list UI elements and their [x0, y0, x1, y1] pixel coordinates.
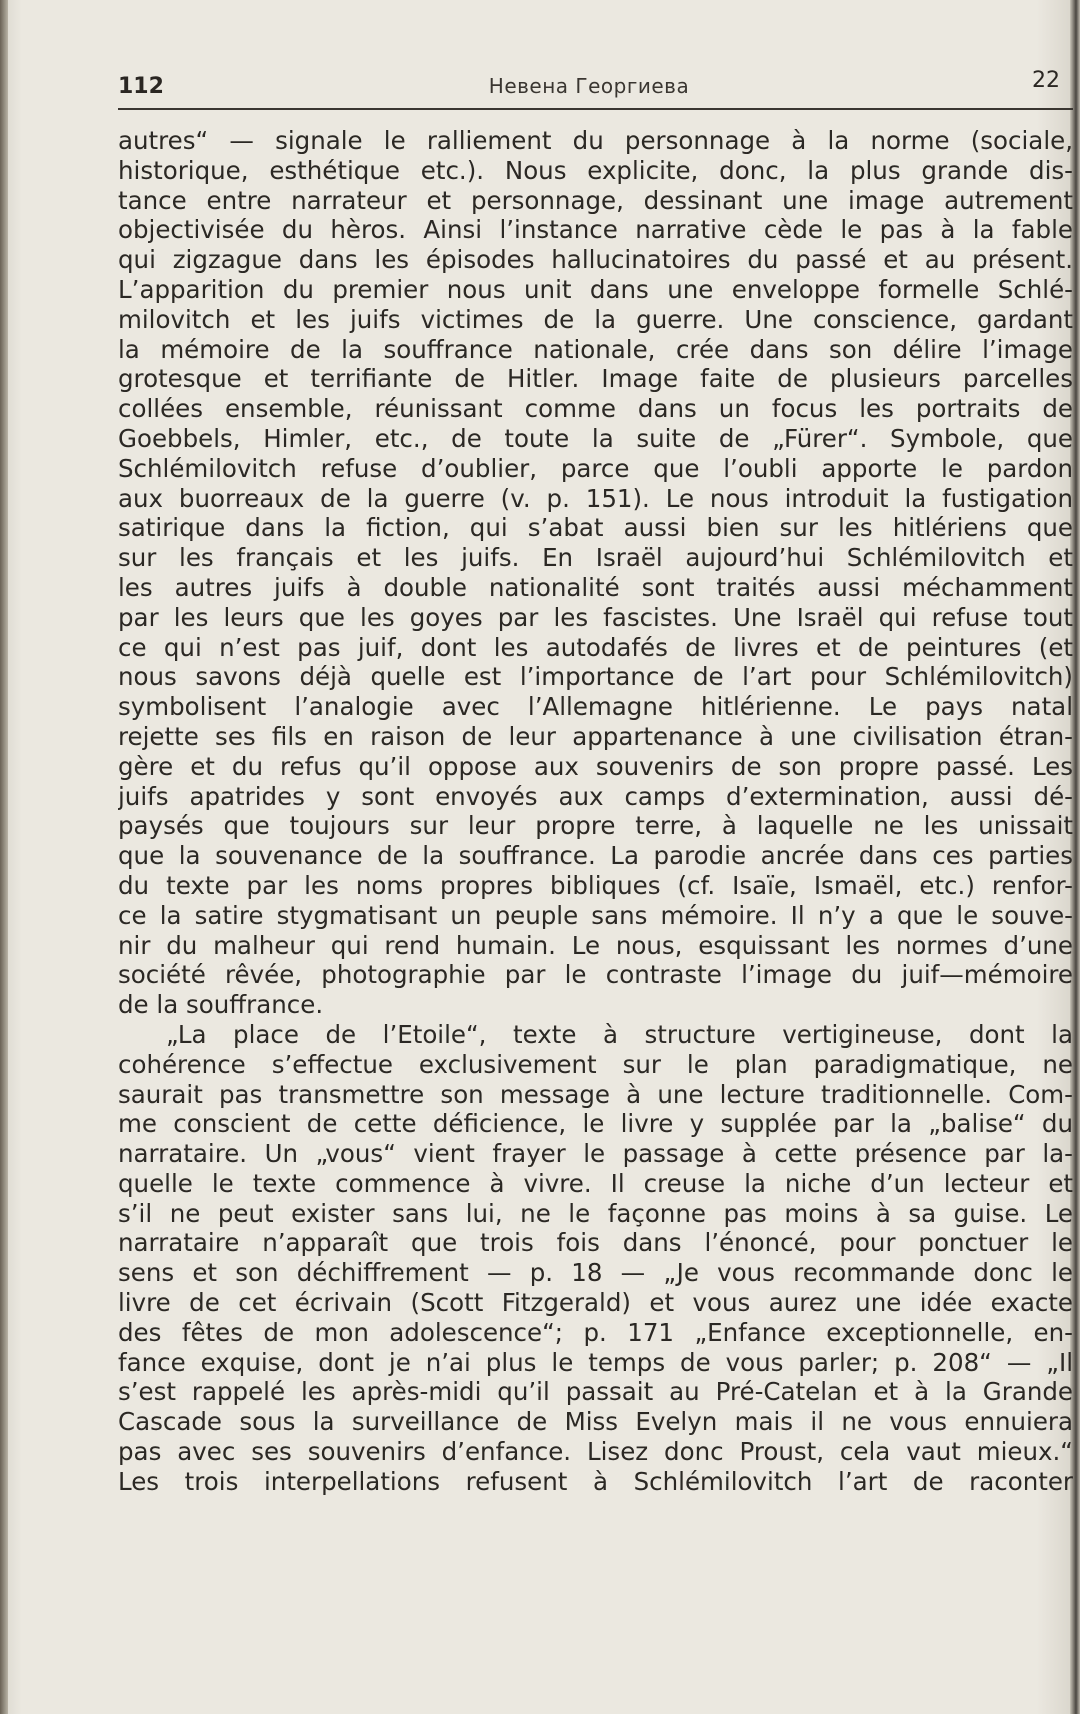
text-line: qui zigzague dans les épisodes hallucinatoires du passé et au présent. — [118, 245, 1073, 275]
text-line: historique, esthétique etc.). Nous explicite, donc, la plus grande dis- — [118, 155, 1073, 185]
text-line: milovitch et les juifs victimes de la guerre. Une conscience, gardant — [118, 304, 1073, 334]
text-line: livre de cet écrivain (Scott Fitzgerald) et vous aurez une idée exacte — [118, 1288, 1073, 1318]
text-line: saurait pas transmettre son message à une lecture traditionnelle. Com- — [118, 1079, 1073, 1109]
text-line: des fêtes de mon adolescence“; p. 171 „Enfance exceptionnelle, en- — [118, 1317, 1073, 1347]
text-line: ce la satire stygmatisant un peuple sans mémoire. Il n’y a que le souve- — [118, 900, 1073, 930]
text-line: pas avec ses souvenirs d’enfance. Lisez donc Proust, cela vaut mieux.“ — [118, 1437, 1073, 1467]
text-line: sur les français et les juifs. En Israël aujourd’hui Schlémilovitch et — [118, 543, 1073, 573]
text-line: s’est rappelé les après-midi qu’il passait au Pré-Catelan et à la Grande — [118, 1377, 1073, 1407]
text-line: satirique dans la fiction, qui s’abat aussi bien sur les hitlériens que — [118, 513, 1073, 543]
text-line: fance exquise, dont je n’ai plus le temps de vous parler; p. 208“ — „Il — [118, 1347, 1073, 1377]
text-line: Schlémilovitch refuse d’oublier, parce que l’oubli apporte le pardon — [118, 453, 1073, 483]
page-header — [118, 66, 1060, 106]
text-line: tance entre narrateur et personnage, dessinant une image autrement — [118, 185, 1073, 215]
text-line: me conscient de cette déficience, le livre y supplée par la „balise“ du — [118, 1109, 1073, 1139]
text-line: rejette ses fils en raison de leur appartenance à une civilisation étran- — [118, 721, 1073, 751]
text-line: „La place de l’Etoile“, texte à structure vertigineuse, dont la — [166, 1019, 1073, 1049]
text-line: aux buorreaux de la guerre (v. p. 151). Le nous introduit la fustigation — [118, 483, 1073, 513]
text-line: narrataire. Un „vous“ vient frayer le passage à cette présence par la- — [118, 1139, 1073, 1169]
text-line: cohérence s’effectue exclusivement sur le plan paradigmatique, ne — [118, 1049, 1073, 1079]
text-line: par les leurs que les goyes par les fascistes. Une Israël qui refuse tout — [118, 602, 1073, 632]
text-line: collées ensemble, réunissant comme dans un focus les portraits de — [118, 394, 1073, 424]
text-line: que la souvenance de la souffrance. La parodie ancrée dans ces parties — [118, 841, 1073, 871]
header-rule — [118, 108, 1073, 110]
text-line: de la souffrance. — [118, 990, 324, 1020]
text-line: société rêvée, photographie par le contraste l’image du juif—mémoire — [118, 960, 1073, 990]
text-line: Cascade sous la surveillance de Miss Evelyn mais il ne vous ennuiera — [118, 1407, 1073, 1437]
running-head: Невена Георгиева — [488, 74, 690, 98]
corner-number: 22 — [1032, 68, 1060, 93]
text-line: la mémoire de la souffrance nationale, crée dans son délire l’image — [118, 334, 1073, 364]
text-line: narrataire n’apparaît que trois fois dans l’énoncé, pour ponctuer le — [118, 1228, 1073, 1258]
page-number: 112 — [118, 74, 164, 99]
text-line: s’il ne peut exister sans lui, ne le façonne pas moins à sa guise. Le — [118, 1198, 1073, 1228]
text-line: nous savons déjà quelle est l’importance de l’art pour Schlémilovitch) — [118, 662, 1073, 692]
text-line: Les trois interpellations refusent à Schlémilovitch l’art de raconter — [118, 1466, 1073, 1496]
text-line: juifs apatrides y sont envoyés aux camps d’extermination, aussi dé- — [118, 781, 1073, 811]
text-line: Goebbels, Himler, etc., de toute la suite de „Fürer“. Symbole, que — [118, 423, 1073, 453]
text-line: paysés que toujours sur leur propre terre, à laquelle ne les unissait — [118, 811, 1073, 841]
page-left-edge — [0, 0, 8, 1714]
text-line: quelle le texte commence à vivre. Il creuse la niche d’un lecteur et — [118, 1168, 1073, 1198]
text-line: symbolisent l’analogie avec l’Allemagne hitlérienne. Le pays natal — [118, 692, 1073, 722]
text-line: L’apparition du premier nous unit dans une enveloppe formelle Schlé- — [118, 274, 1073, 304]
text-line: grotesque et terrifiante de Hitler. Image faite de plusieurs parcelles — [118, 364, 1073, 394]
text-line: gère et du refus qu’il oppose aux souvenirs de son propre passé. Les — [118, 751, 1073, 781]
text-line: ce qui n’est pas juif, dont les autodafés de livres et de peintures (et — [118, 632, 1073, 662]
text-line: nir du malheur qui rend humain. Le nous, esquissant les normes d’une — [118, 930, 1073, 960]
text-line: du texte par les noms propres bibliques (cf. Isaïe, Ismaël, etc.) renfor- — [118, 870, 1073, 900]
text-line: autres“ — signale le ralliement du personnage à la norme (sociale, — [118, 126, 1073, 155]
text-line: objectivisée du hèros. Ainsi l’instance narrative cède le pas à la fable — [118, 215, 1073, 245]
text-line: sens et son déchiffrement — p. 18 — „Je vous recommande donc le — [118, 1258, 1073, 1288]
body-text — [118, 126, 1073, 1497]
text-line: les autres juifs à double nationalité sont traités aussi méchamment — [118, 572, 1073, 602]
